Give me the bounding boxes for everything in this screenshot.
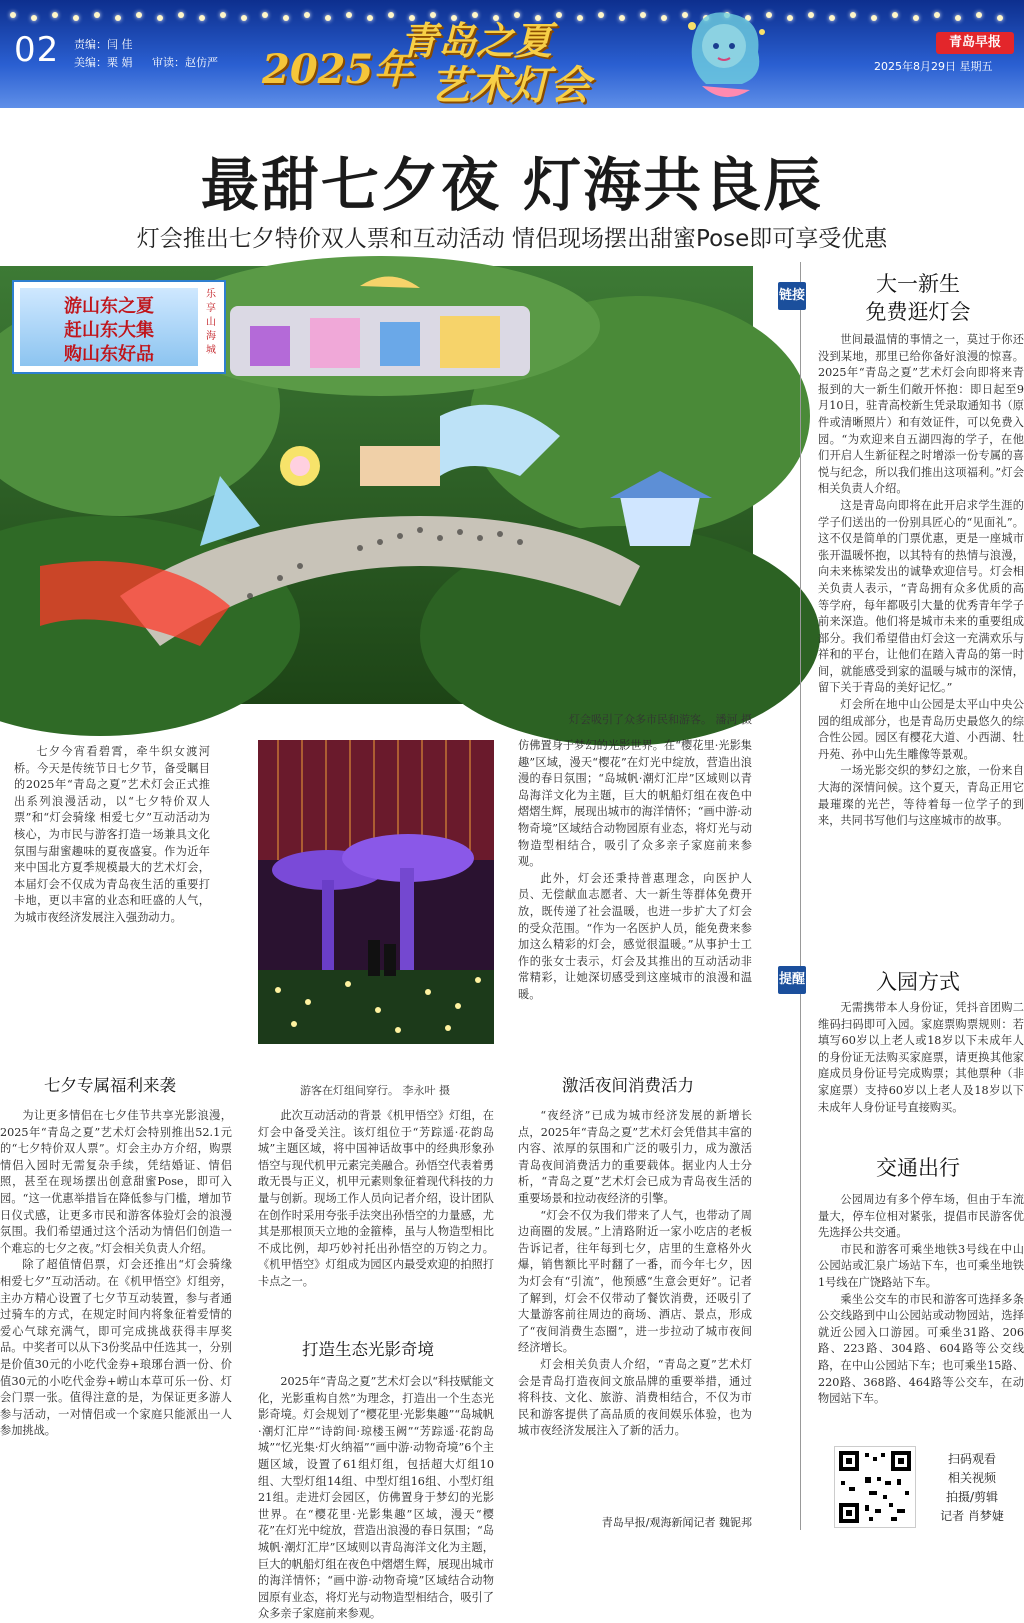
light-bulb-icon xyxy=(934,12,940,18)
light-bulb-icon xyxy=(52,12,58,18)
light-bulb-icon xyxy=(157,15,163,21)
article-col1-body xyxy=(0,1108,232,1526)
light-bulb-icon xyxy=(829,15,835,21)
light-bulb-icon xyxy=(178,12,184,18)
article-col3-top xyxy=(518,738,752,1056)
section1-paragraph-2: 除了超值情侣票，灯会还推出“灯会骑缘 相爱七夕”互动活动。在《机甲悟空》灯组旁，主办方精心设置了七夕节互动装置，参与者通过骑车的方式，在规定时间内将象征着爱情的爱心气球充满气，即可完成挑战获得丰厚奖品。中奖者可以从下3份奖品中任选其一，分别是价值30元的小吃代金券+琅琊台酒一份、价值30元的小吃代金券+崂山本草可乐一份、灯会门票一张。值得注意的是，为保证更多游人参与活动，一对情侣或一个家庭只能派出一人参加挑战。 xyxy=(0,1258,232,1438)
sidebar-traffic-p2: 市民和游客可乘坐地铁3号线在中山公园站或汇泉广场站下车，也可乘坐地铁1号线在广饶路站下车。 xyxy=(818,1242,1024,1289)
light-bulb-icon xyxy=(619,15,625,21)
light-bulb-icon xyxy=(787,15,793,21)
festival-title-line2: 艺术灯会 xyxy=(430,62,590,109)
light-bulb-icon xyxy=(136,12,142,18)
sidebar-freshman-p4: 一场光影交织的梦幻之旅，一份来自大海的深情问候。这个夏天，青岛正用它最璀璨的光芒，等待着每一位学子的到来，共同书写他们与这座城市的故事。 xyxy=(818,764,1024,828)
sidebar-traffic-body xyxy=(818,1192,1024,1426)
photo-caption: 灯会吸引了众多市民和游客。 潘河 摄 xyxy=(569,713,752,726)
page-number: 02 xyxy=(14,30,60,70)
qr-caption-line3: 拍摄/剪辑 xyxy=(945,1490,999,1504)
sidebar-freshman-body xyxy=(818,332,1024,948)
light-bulb-icon xyxy=(304,12,310,18)
promo-line-2: 赶山东大集 xyxy=(64,320,154,341)
light-bulb-icon xyxy=(199,15,205,21)
lotus-lantern-illustration xyxy=(258,740,494,1044)
issue-date: 2025年8月29日 星期五 xyxy=(874,60,993,73)
light-bulb-icon xyxy=(976,12,982,18)
section1-paragraph-3: 此次互动活动的背景《机甲悟空》灯组，在灯会中备受关注。该灯组位于“芳踪遥·花韵岛城”主题区域，将中国神话故事中的经典形象孙悟空与现代机甲元素完美融合。孙悟空代表着勇敢无畏与正义，机甲元素则象征着现代科技的力量与创新。现场工作人员向记者介绍，设计团队在创作时采用夸张手法突出孙悟空的力量感，尤其是那根顶天立地的金箍棒，虽与人物造型相比不成比例，却巧妙衬托出孙悟空的万钧之力。《机甲悟空》灯组成为园区内最受欢迎的拍照打卡点之一。 xyxy=(258,1109,494,1288)
promo-line-1: 游山东之夏 xyxy=(64,296,154,317)
light-bulb-icon xyxy=(31,15,37,21)
light-bulb-icon xyxy=(598,12,604,18)
light-bulb-icon xyxy=(241,15,247,21)
sidebar-traffic-heading: 交通出行 xyxy=(876,1156,960,1180)
section2-paragraph-1-continued: 仿佛置身于梦幻的光影世界。在“樱花里·光影集趣”区域，漫天“樱花”在灯光中绽放，营造出浪漫的春日氛围；“岛城帆·潮灯汇岸”区域则以青岛海洋文化为主题，巨大的帆船灯组在夜色中熠熠生辉，展现出城市的海洋情怀；“画中游·动物奇境”区域结合动物园原有业态，将灯光与动物造型相结合，吸引了众多亲子家庭前来参观。 xyxy=(518,739,752,869)
light-bulb-icon xyxy=(850,12,856,18)
promo-side-label: 乐享山海城 xyxy=(206,289,216,356)
festival-year: 2025年 xyxy=(262,46,414,93)
light-bulb-icon xyxy=(661,15,667,21)
festival-title-line1: 青岛之夏 xyxy=(400,18,553,63)
newspaper-logo: 青岛早报 xyxy=(936,32,1014,54)
sidebar-traffic-p3: 乘坐公交车的市民和游客可选择多条公交线路到中山公园站或动物园站，选择就近公园入口游园。可乘坐31路、206路、223路、304路、604路等公交线路，在中山公园站下车；也可乘坐15路、220路、368路、464路等公交车，在动物园站下车。 xyxy=(818,1292,1024,1406)
sidebar-freshman-p3: 灯会所在地中山公园是太平山中央公园的组成部分，也是青岛历史最悠久的综合性公园。园区有樱花大道、小西湖、牡丹苑、孙中山先生雕像等景观。 xyxy=(818,698,1024,761)
section3-paragraph-2: “灯会不仅为我们带来了人气，也带动了周边商圈的发展。”上清路附近一家小吃店的老板告诉记者，往年每到七夕，店里的生意格外火爆，销售额比平时翻了一番，而今年七夕，因为灯会有“引流”，他预感“生意会更好”。记者了解到，灯会不仅带动了餐饮消费，还吸引了大量游客前往周边的商场、酒店、景点，形成了“夜间消费生态圈”，进一步拉动了城市夜间经济增长。 xyxy=(518,1208,752,1355)
qr-caption xyxy=(924,1450,1020,1526)
light-bulb-icon xyxy=(73,15,79,21)
light-bulb-icon xyxy=(367,15,373,21)
sidebar-entry-body: 无需携带本人身份证，凭抖音团购二维码扫码即可入园。家庭票购票规则：若填写60岁以上老人或18岁以下未成年人的身份证无法购买家庭票，请更换其他家庭成员身份证号完成购票；其他票种（非家庭票）支持60岁以上老人及18岁以下未成年人身份证号直接购买。 xyxy=(818,1001,1024,1114)
section2-paragraph-2: 此外，灯会还秉持普惠理念，向医护人员、无偿献血志愿者、大一新生等群体免费开放，既传递了社会温暖，也进一步扩大了灯会的受众范围。“作为一名医护人员，能免费来参加这么精彩的灯会，感觉很温暖。”从事护士工作的张女士表示，灯会及其推出的互动活动非常精彩，让她深切感受到这座城市的浪漫和温暖。 xyxy=(518,871,752,1001)
light-bulb-icon xyxy=(388,12,394,18)
section3-paragraph-1: “夜经济”已成为城市经济发展的新增长点，2025年“青岛之夏”艺术灯会凭借其丰富的内容、浓厚的氛围和广泛的吸引力，成为激活青岛夜间消费活力的重要载体。据业内人士分析，“青岛之夏”艺术灯会已成为青岛夜生活的重要场景和拉动夜经济的引擎。 xyxy=(518,1109,752,1205)
light-bulb-icon xyxy=(220,12,226,18)
sidebar-entry-heading: 入园方式 xyxy=(876,970,960,994)
promo-line-3: 购山东好品 xyxy=(64,344,154,365)
qr-code[interactable] xyxy=(834,1446,916,1528)
mermaid-illustration-icon xyxy=(672,6,776,106)
sidebar-tag-reminder: 提醒 xyxy=(778,966,806,994)
sidebar-freshman-p1: 世间最温情的事情之一，莫过于你还没到某地，那里已给你备好浪漫的惊喜。2025年“青岛之夏”艺术灯会向即将来青报到的大一新生们敞开怀抱：即日起至9月10日，驻青高校新生凭录取通知书（原件或清晰照片）和有效证件，可以免费入园。“为欢迎来自五湖四海的学子，在他们开启人生新征程之时增添一份专属的喜悦与纪念，所以我们推出这项福利。”灯会相关负责人介绍。 xyxy=(818,333,1024,496)
light-bulb-icon xyxy=(556,12,562,18)
sidebar-traffic-p1: 公园周边有多个停车场，但由于车流量大，停车位相对紧张，提倡市民游客优先选择公共交通。 xyxy=(818,1193,1024,1240)
reporter-byline: 青岛早报/观海新闻记者 魏铌邦 xyxy=(601,1516,752,1529)
promo-badge xyxy=(12,280,226,374)
credit-designer: 美编：栗 娟 xyxy=(74,56,133,69)
light-bulb-icon xyxy=(115,15,121,21)
section1-paragraph-1: 为让更多情侣在七夕佳节共享光影浪漫，2025年“青岛之夏”艺术灯会特别推出52.1元的“七夕特价双人票”。灯会主办方介绍，购票情侣入园时无需复杂手续，凭结婚证、情侣照，甚至在现场摆出创意甜蜜Pose，即可入园。“这一优惠举措旨在降低参与门槛，增加节日仪式感，让更多市民和游客体验灯会的浪漫氛围。我们希望通过这个活动为情侣们创造一个难忘的七夕之夜。”灯会相关负责人介绍。 xyxy=(0,1109,232,1255)
light-bulb-icon xyxy=(913,15,919,21)
light-bulb-icon xyxy=(955,15,961,21)
sidebar-title-line1: 大一新生 xyxy=(876,272,960,296)
light-bulb-icon xyxy=(94,12,100,18)
light-bulb-icon xyxy=(10,12,16,18)
qr-caption-line4: 记者 肖梦婕 xyxy=(940,1509,1004,1523)
light-bulb-icon xyxy=(997,15,1003,21)
light-bulb-icon xyxy=(640,12,646,18)
sidebar-divider xyxy=(800,262,801,1530)
section-heading-3: 激活夜间消费活力 xyxy=(562,1076,694,1095)
sidebar-freshman-p2: 这是青岛向即将在此开启求学生涯的学子们送出的一份别具匠心的“见面礼”。这不仅是简单的门票优惠，更是一座城市张开温暖怀抱，以其特有的热情与浪漫，向未来栋梁发出的诚挚欢迎信号。灯会相关负责人表示，“青岛拥有众多优质的高等学府，每年都吸引大量的优秀青年学子前来深造。他们将是城市未来的重要组成部分。我们希望借由灯会这一充满欢乐与祥和的平台，让他们在踏入青岛的第一时间，就能感受到家的温暖与城市的深情，留下关于青岛的美好记忆。” xyxy=(818,498,1024,695)
main-headline: 最甜七夕夜 灯海共良辰 xyxy=(200,151,824,219)
light-bulb-icon xyxy=(325,15,331,21)
section3-paragraph-3: 灯会相关负责人介绍，“青岛之夏”艺术灯会是青岛打造夜间文旅品牌的重要举措，通过将科技、文化、旅游、消费相结合，不仅为市民和游客提供了高品质的夜间娱乐体验，也为城市夜经济发展注入了新的活力。 xyxy=(518,1357,752,1438)
lotus-photo-caption: 游客在灯组间穿行。 李永叶 摄 xyxy=(300,1084,450,1097)
qr-caption-line1: 扫码观看 xyxy=(947,1452,996,1466)
light-bulb-icon xyxy=(262,12,268,18)
subheadline: 灯会推出七夕特价双人票和互动活动 情侣现场摆出甜蜜Pose即可享受优惠 xyxy=(136,226,888,252)
light-bulb-icon xyxy=(577,15,583,21)
credit-editor: 责编：闫 佳 xyxy=(74,38,133,51)
section-heading-2: 打造生态光影奇境 xyxy=(302,1340,434,1359)
light-bulb-icon xyxy=(808,12,814,18)
masthead-banner xyxy=(0,0,1024,108)
sidebar-title-line2: 免费逛灯会 xyxy=(865,300,971,324)
section-heading-1: 七夕专属福利来袭 xyxy=(44,1076,176,1095)
light-bulb-icon xyxy=(871,15,877,21)
sidebar-tag-link: 链接 xyxy=(778,282,806,310)
light-bulb-icon xyxy=(892,12,898,18)
light-bulb-icon xyxy=(346,12,352,18)
light-bulb-icon xyxy=(283,15,289,21)
qr-code-icon xyxy=(835,1447,915,1527)
promo-badge-panel xyxy=(20,288,198,366)
section2-paragraph-1a: 2025年“青岛之夏”艺术灯会以“科技赋能文化，光影重构自然”为理念，打造出一个生态光影奇境。灯会规划了“樱花里·光影集趣”“岛城帆·潮灯汇岸”“诗韵间·琼楼玉阙”“芳踪遥·花韵岛城”“忆光集·灯火纳福”“画中游·动物奇境”6个主题区域，设置了61组灯组，包括超大灯组10组、大型灯组14组、中型灯组16组、小型灯组21组。走进灯会园区，仿佛置身于梦幻的光影世界。在“樱花里·光影集趣”区域，漫天“樱花”在灯光中绽放，营造出浪漫的春日氛围；“岛城帆·潮灯汇岸”区域则以青岛海洋文化为主题，巨大的帆船灯组在夜色中熠熠生辉，展现出城市的海洋情怀；“画中游·动物奇境”区域结合动物园原有业态，将灯光与动物造型相结合，吸引了众多亲子家庭前来参观。 xyxy=(258,1375,494,1621)
article-lead: 七夕今宵看碧霄，牵牛织女渡河桥。今天是传统节日七夕节，备受瞩目的2025年“青岛之夏”艺术灯会正式推出系列浪漫活动，以“七夕特价双人票”和“灯会骑缘 相爱七夕”互动活动为核心，为市民与游客打造一场兼具文化氛围与甜蜜趣味的夏夜盛宴。作为近年来中国北方夏季规模最大的艺术灯会，本届灯会不仅成为青岛夜生活的重要打卡地，更以丰富的业态和旺盛的人气，为城市夜经济发展注入强劲动力。 xyxy=(14,745,210,924)
article-col3-body xyxy=(518,1108,752,1510)
lotus-lantern-photo xyxy=(258,740,494,1044)
qr-caption-line2: 相关视频 xyxy=(947,1471,996,1485)
credit-proofreader: 审读：赵仿严 xyxy=(152,56,218,69)
